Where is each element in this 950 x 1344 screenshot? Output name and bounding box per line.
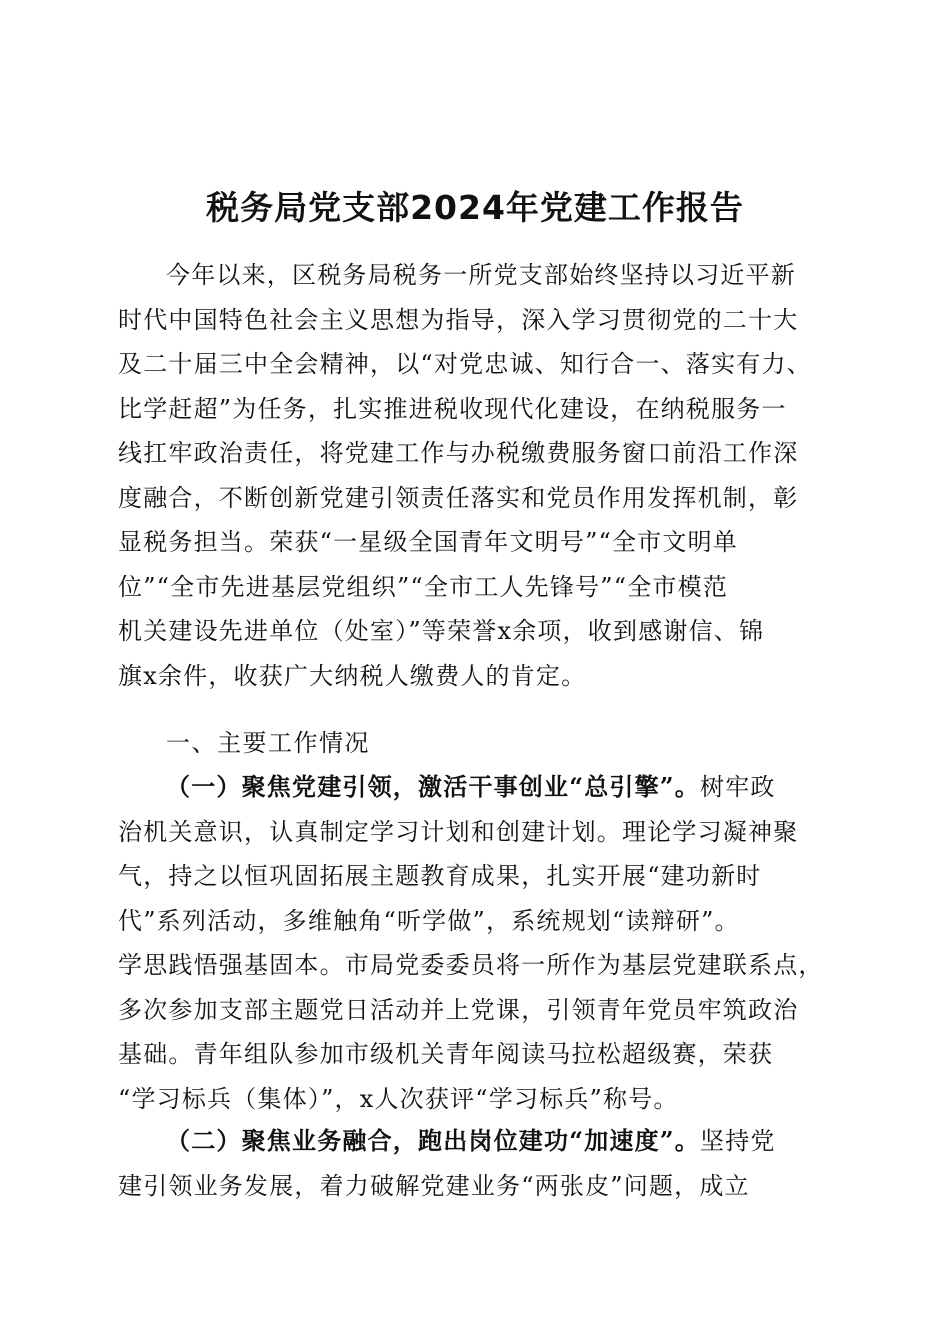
paragraph-line: 气，持之以恒巩固拓展主题教育成果，扎实开展“建功新时 bbox=[118, 862, 762, 890]
paragraph-line: 建引领业务发展，着力破解党建业务“两张皮”问题，成立 bbox=[118, 1171, 750, 1200]
paragraph-line: 代”系列活动，多维触角“听学做”，系统规划“读辩研”。 bbox=[118, 906, 740, 935]
paragraph-text: 树牢政 bbox=[700, 773, 776, 801]
intro-paragraph bbox=[118, 253, 836, 698]
document-title: 税务局党支部2024年党建工作报告 bbox=[206, 188, 744, 227]
paragraph-line: 多次参加支部主题党日活动并上党课，引领青年党员牢筑政治 bbox=[118, 995, 799, 1024]
paragraph-line: 基础。青年组队参加市级机关青年阅读马拉松超级赛，荣获 bbox=[118, 1040, 774, 1068]
paragraph-line: “学习标兵（集体）”，x人次获评“学习标兵”称号。 bbox=[118, 1084, 679, 1113]
paragraph-line: 今年以来，区税务局税务一所党支部始终坚持以习近平新 bbox=[166, 261, 796, 289]
paragraph-line: 线扛牢政治责任，将党建工作与办税缴费服务窗口前沿工作深 bbox=[118, 439, 799, 467]
paragraph-line bbox=[118, 765, 836, 810]
paragraph-line: 治机关意识，认真制定学习计划和创建计划。理论学习凝神聚 bbox=[118, 817, 799, 846]
paragraph-line: 学思践悟强基固本。市局党委委员将一所作为基层党建联系点， bbox=[118, 951, 824, 979]
subsection-2-heading: （二）聚焦业务融合，跑出岗位建功“加速度”。 bbox=[166, 1126, 701, 1155]
paragraph-line: 显税务担当。荣获“一星级全国青年文明号”“全市文明单 bbox=[118, 528, 739, 556]
paragraph-line: 及二十届三中全会精神，以“对党忠诚、知行合一、落实有力、 bbox=[118, 350, 812, 378]
paragraph-line: 旗x余件，收获广大纳税人缴费人的肯定。 bbox=[118, 661, 587, 690]
subsection-1-heading: （一）聚焦党建引领，激活干事创业“总引擎”。 bbox=[166, 772, 701, 801]
subsection-1-paragraph bbox=[118, 765, 836, 1121]
paragraph-line: 比学赶超”为任务，扎实推进税收现代化建设，在纳税服务一 bbox=[118, 394, 787, 423]
section-heading: 一、主要工作情况 bbox=[166, 729, 370, 757]
paragraph-line: 位”“全市先进基层党组织”“全市工人先锋号”“全市模范 bbox=[118, 572, 729, 601]
paragraph-line: 时代中国特色社会主义思想为指导，深入学习贯彻党的二十大 bbox=[118, 305, 799, 334]
paragraph-text: 坚持党 bbox=[700, 1127, 776, 1155]
paragraph-line bbox=[118, 1119, 836, 1164]
subsection-2-paragraph bbox=[118, 1119, 836, 1208]
paragraph-line: 机关建设先进单位（处室）”等荣誉x余项，收到感谢信、锦 bbox=[118, 617, 765, 645]
paragraph-line: 度融合，不断创新党建引领责任落实和党员作用发挥机制，彰 bbox=[118, 483, 799, 512]
